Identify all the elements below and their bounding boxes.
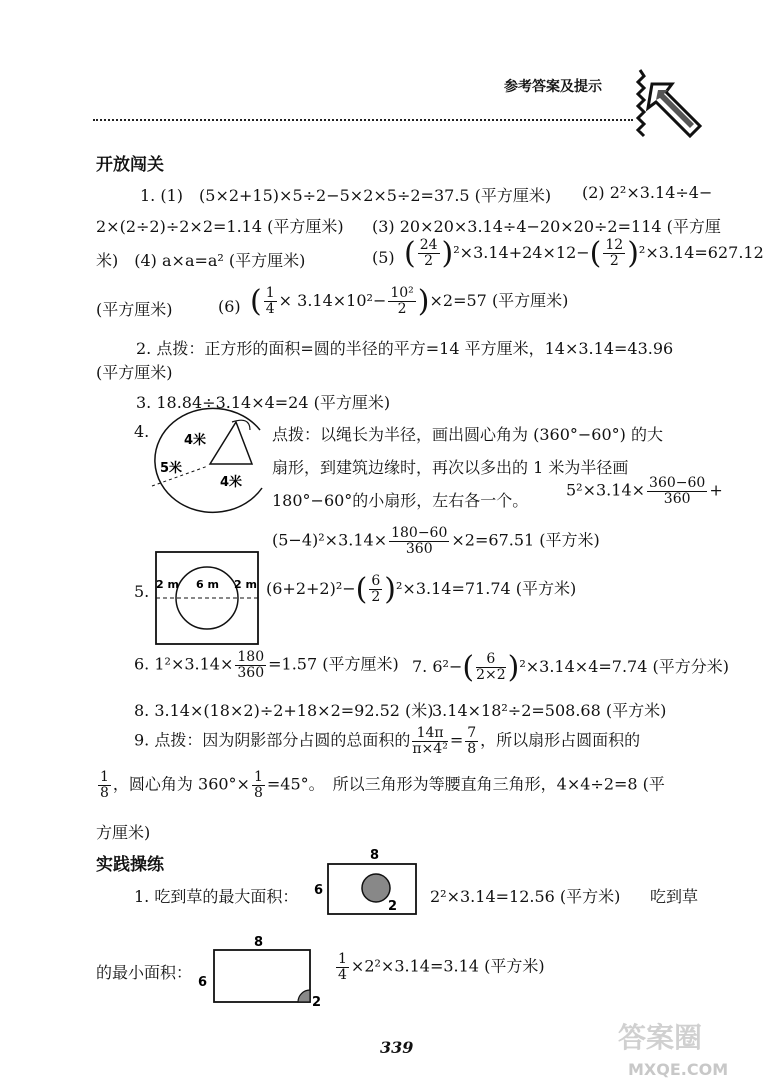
fraction: $\frac{1}{8}$	[253, 769, 263, 801]
q1-line3b: (5)	[372, 248, 395, 267]
header-title: 参考答案及提示	[504, 79, 602, 95]
fraction: $\frac{12}{2}$	[605, 237, 624, 269]
q2-line1: 2. 点拨：正方形的面积=圆的半径的平方=14 平方厘米，14×3.14=43.96	[136, 339, 674, 358]
p1-line1: 1. 吃到草的最大面积：	[134, 887, 299, 906]
grazing-circle	[362, 874, 390, 902]
fraction: $\frac{6}{2}$	[371, 573, 381, 605]
section-title-shijian: 实践操练	[96, 855, 164, 875]
q4-line3: 180°−60°的小扇形，左右各一个。	[272, 491, 529, 510]
q1-expr6: ( $\frac{1}{4}$ × 3.14×10²− $\frac{\text{10²}}{2}$ )×2=57 (平方厘米)	[250, 284, 569, 319]
q4-expr2: (5−4)²×3.14× $\frac{180-60}{360}$ ×2=67.51 (平方米)	[272, 525, 600, 557]
q1-line4b: (6)	[218, 297, 241, 316]
q2-line2: (平方厘米)	[96, 363, 173, 382]
fraction: $\frac{14\pi}{\text{π×4²}}$	[412, 725, 448, 757]
watermark-site: MXQE.COM	[628, 1060, 729, 1079]
fraction: $\frac{180-60}{360}$	[391, 525, 448, 557]
q9-line2: $\frac{1}{8}$ ，圆心角为 360°× $\frac{1}{8}$ =45°。 所以三角形为等腰直角三角形，4×4÷2=8 (平	[100, 769, 665, 801]
fraction: $\frac{180}{360}$	[237, 649, 265, 681]
q6-expr: 6. 1²×3.14× $\frac{180}{360}$ =1.57 (平方厘米)	[134, 649, 399, 681]
q4-expr1: 5²×3.14× $\frac{360-60}{360}$ +	[566, 475, 723, 507]
q5-number: 5.	[134, 582, 150, 601]
q4-number: 4.	[134, 422, 150, 441]
p1-diagram-min	[194, 934, 326, 1010]
q1-line2a: 2×(2÷2)÷2×2=1.14 (平方厘米)	[96, 217, 344, 236]
q1-line1a: 1. (1) (5×2+15)×5÷2−5×2×5÷2=37.5 (平方厘米)	[140, 186, 552, 205]
q9-line3: 方厘米)	[96, 823, 151, 842]
q1-line1b: (2) 2²×3.14÷4−	[582, 183, 713, 202]
label-2: 2	[312, 995, 322, 1010]
fraction: $\frac{7}{8}$	[467, 725, 477, 757]
label-5m: 5米	[160, 461, 183, 476]
p1-line1c: 吃到草	[650, 887, 699, 906]
label-2m-left: 2 m	[156, 578, 179, 591]
label-6: 6	[198, 975, 208, 990]
q8-line-a: 8. 3.14×(18×2)÷2+18×2=92.52 (米)	[134, 701, 434, 720]
q1-expr5: ( $\frac{24}{2}$ )²×3.14+24×12−( $\frac{12}{2}$ )²×3.14=627.12	[404, 236, 764, 271]
field-rect	[214, 950, 310, 1002]
q1-line3a: 米) (4) a×a=a² (平方厘米)	[96, 251, 306, 270]
q1-line2b: (3) 20×20×3.14÷4−20×20÷2=114 (平方厘	[372, 217, 721, 236]
fraction: $\frac{360-60}{360}$	[649, 475, 706, 507]
label-2m-right: 2 m	[234, 578, 257, 591]
q5-diagram	[154, 550, 260, 646]
watermark-logo: 答案圈	[618, 1021, 703, 1054]
fraction: $\frac{1}{4}$	[338, 951, 347, 983]
p1-diagram-max	[312, 846, 422, 918]
q4-line1: 点拨：以绳长为半径，画出圆心角为 (360°−60°) 的大	[272, 425, 663, 444]
label-6: 6	[314, 883, 324, 898]
section-title-kaifang: 开放闯关	[96, 155, 164, 175]
q8-line-b: 3.14×18²÷2=508.68 (平方米)	[432, 701, 667, 720]
label-4m-bottom: 4米	[220, 475, 243, 490]
q9-line1: 9. 点拨：因为阴影部分占圆的总面积的 $\frac{14\pi}{\text{π×4²}}$ = $\frac{7}{8}$ ，所以扇形占圆面积的	[134, 725, 641, 757]
label-6m: 6 m	[196, 578, 219, 591]
fraction: $\frac{\text{10²}}{2}$	[390, 285, 414, 317]
fraction: $\frac{1}{4}$	[265, 285, 275, 317]
header-arrow-icon	[634, 68, 704, 148]
q5-expr: (6+2+2)²−( $\frac{6}{2}$ )²×3.14=71.74 (平方米)	[266, 572, 577, 607]
q4-diagram	[150, 412, 272, 524]
p1-line2: 的最小面积：	[96, 963, 193, 982]
p1-max-expr: 2²×3.14=12.56 (平方米)	[430, 887, 621, 906]
p1-min-expr: $\frac{1}{4}$ ×2²×3.14=3.14 (平方米)	[338, 951, 545, 983]
fraction: $\frac{1}{8}$	[100, 769, 109, 801]
label-8: 8	[370, 848, 380, 863]
q7-expr: 7. 6²−( $\frac{6}{2\times 2}$ )²×3.14×4=7.74 (平方分米)	[412, 650, 729, 685]
label-8: 8	[254, 935, 264, 950]
q1-line4a: (平方厘米)	[96, 300, 173, 319]
fraction: $\frac{24}{2}$	[419, 237, 438, 269]
q4-line2: 扇形，到建筑边缘时，再次以多出的 1 米为半径画	[272, 458, 629, 477]
header-dotted-rule	[93, 119, 633, 121]
fraction: $\frac{6}{2\times 2}$	[476, 651, 506, 683]
label-2: 2	[388, 899, 398, 914]
q3-line1: 3. 18.84÷3.14×4=24 (平方厘米)	[136, 393, 391, 412]
label-4m-top: 4米	[184, 433, 207, 448]
page-number: 339	[380, 1038, 414, 1057]
building-triangle	[210, 422, 252, 464]
